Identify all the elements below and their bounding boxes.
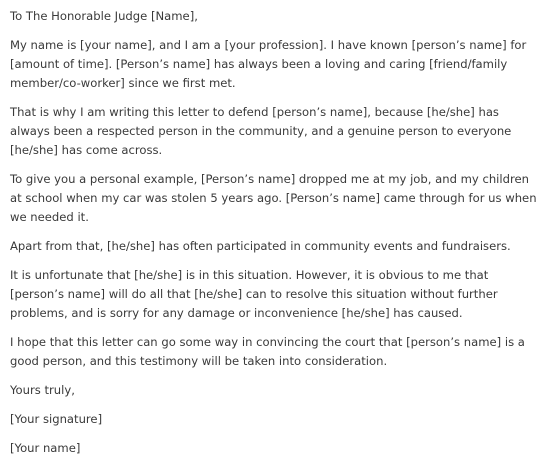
paragraph-line: always been a respected person in the community, and a genuine person to everyone	[10, 124, 512, 138]
paragraph-line: we needed it.	[10, 210, 89, 224]
paragraph-line: I hope that this letter can go some way in convincing the court that [person’s name] is a	[10, 335, 525, 349]
salutation	[10, 7, 468, 26]
paragraph-line: That is why I am writing this letter to defend [person’s name], because [he/she] has	[10, 105, 499, 119]
paragraph-situation	[10, 266, 498, 323]
salutation-text: To The Honorable Judge [Name],	[10, 9, 198, 23]
letter-body	[10, 7, 537, 468]
paragraph-line: [amount of time]. [Person’s name] has always been a loving and caring [friend/family	[10, 57, 508, 71]
paragraph-line: Apart from that, [he/she] has often participated in community events and fundraisers.	[10, 239, 511, 253]
paragraph-line: problems, and is sorry for any damage or inconvenience [he/she] has caused.	[10, 306, 463, 320]
paragraph-line: [person’s name] will do all that [he/she] can to resolve this situation without further	[10, 287, 498, 301]
signature	[10, 410, 468, 429]
paragraph-example	[10, 170, 537, 227]
closing	[10, 381, 468, 400]
sender-name	[10, 439, 468, 458]
paragraph-line: member/co-worker] since we first met.	[10, 76, 236, 90]
closing-text: Yours truly,	[10, 383, 75, 397]
paragraph-line: at school when my car was stolen 5 years ago. [Person’s name] came through for us when	[10, 191, 537, 205]
signature-text: [Your signature]	[10, 412, 103, 426]
paragraph-line: My name is [your name], and I am a [your profession]. I have known [person’s name] for	[10, 38, 527, 52]
sender-name-text: [Your name]	[10, 441, 81, 455]
paragraph-conclusion	[10, 333, 525, 371]
paragraph-line: [he/she] has come across.	[10, 143, 163, 157]
paragraph-introduction	[10, 36, 527, 93]
paragraph-line: It is unfortunate that [he/she] is in this situation. However, it is obvious to me that	[10, 268, 489, 282]
paragraph-reason	[10, 103, 512, 160]
paragraph-community	[10, 237, 511, 256]
paragraph-line: good person, and this testimony will be taken into consideration.	[10, 354, 388, 368]
paragraph-line: To give you a personal example, [Person’s name] dropped me at my job, and my children	[10, 172, 529, 186]
